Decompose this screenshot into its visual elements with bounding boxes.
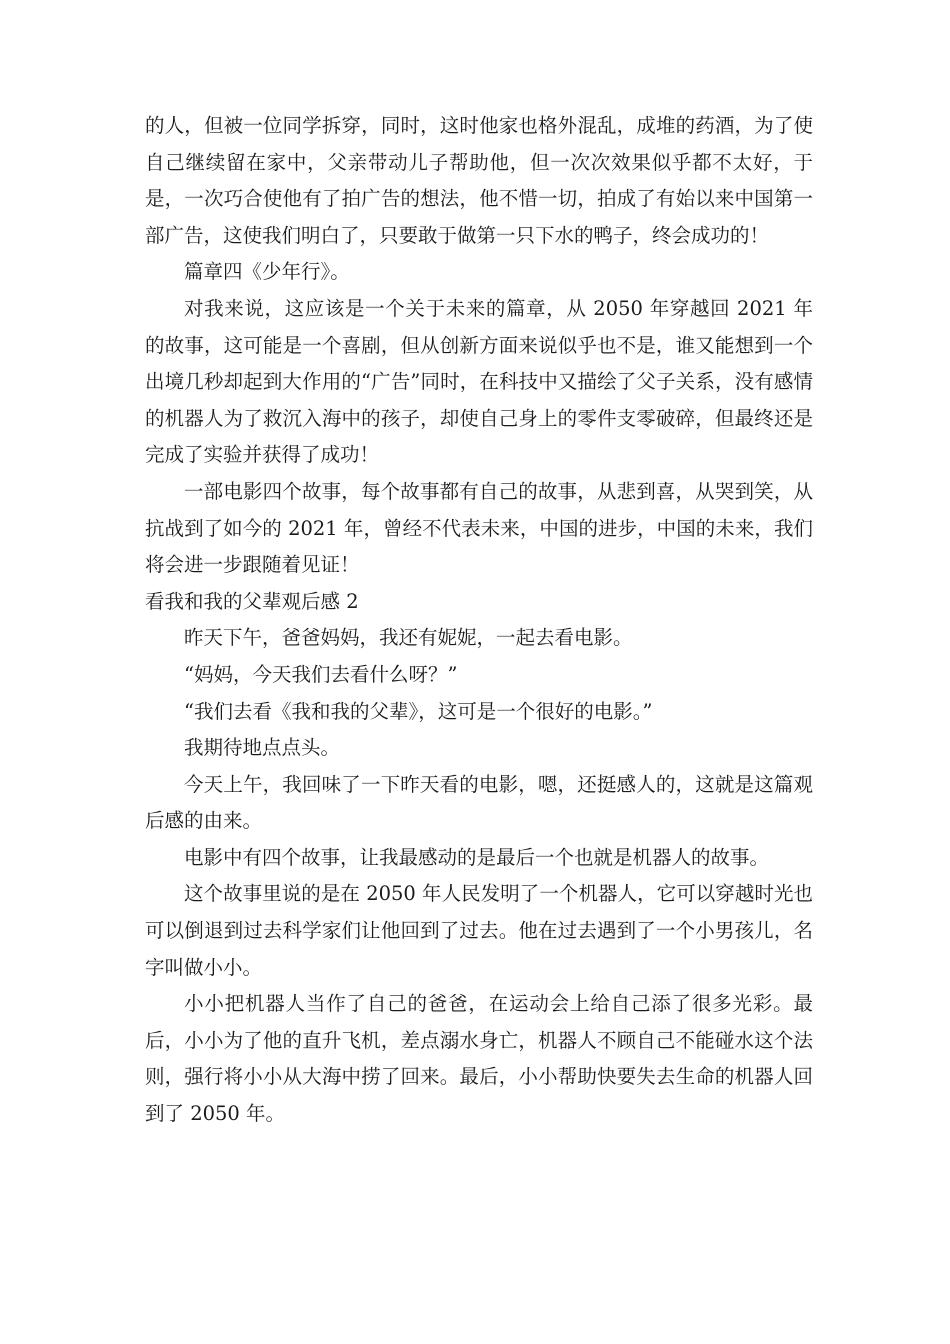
paragraph-continued: 的人，但被一位同学拆穿，同时，这时他家也格外混乱，成堆的药酒，为了使自己继续留在家中，父亲带动儿子帮助他，但一次次效果似乎都不太好，于是，一次巧合使他有了拍广告的想法，他不惜一切，拍成了有始以来中国第一部广告，这使我们明白了，只要敢于做第一只下水的鸭子，终会成功的！ <box>145 114 813 247</box>
paragraph-dialogue: “我们去看《我和我的父辈》，这可是一个很好的电影。” <box>184 699 653 723</box>
paragraph-chapter-four-title: 篇章四《少年行》。 <box>184 260 350 284</box>
paragraph: 一部电影四个故事，每个故事都有自己的故事，从悲到喜，从哭到笑，从抗战到了如今的 2021 年，曾经不代表未来，中国的进步，中国的未来，我们将会进一步跟随着见证！ <box>145 479 813 577</box>
paragraph-dialogue: “妈妈，今天我们去看什么呀？” <box>184 662 458 686</box>
paragraph: 对我来说，这应该是一个关于未来的篇章，从 2050 年穿越回 2021 年的故事，这可能是一个喜剧，但从创新方面来说似乎也不是，谁又能想到一个出境几秒却起到大作用的“广告”同时，在科技中又描绘了父子关系，没有感情的机器人为了救沉入海中的孩子，却使自己身上的零件支零破碎，但最终还是完成了实验并获得了成功！ <box>145 296 813 467</box>
section-heading: 看我和我的父辈观后感 2 <box>145 589 359 613</box>
paragraph: 小小把机器人当作了自己的爸爸，在运动会上给自己添了很多光彩。最后，小小为了他的直升飞机，差点溺水身亡，机器人不顾自己不能碰水这个法则，强行将小小从大海中捞了回来。最后，小小帮助快要失去生命的机器人回到了 2050 年。 <box>145 992 813 1126</box>
paragraph: 电影中有四个故事，让我最感动的是最后一个也就是机器人的故事。 <box>184 845 770 869</box>
paragraph: 这个故事里说的是在 2050 年人民发明了一个机器人，它可以穿越时光也可以倒退到过去科学家们让他回到了过去。他在过去遇到了一个小男孩儿，名字叫做小小。 <box>145 882 813 979</box>
paragraph: 我期待地点点头。 <box>184 736 341 760</box>
paragraph: 昨天下午，爸爸妈妈，我还有妮妮，一起去看电影。 <box>184 626 633 650</box>
document-page <box>145 108 813 1133</box>
paragraph: 今天上午，我回味了一下昨天看的电影，嗯，还挺感人的，这就是这篇观后感的由来。 <box>145 772 813 833</box>
